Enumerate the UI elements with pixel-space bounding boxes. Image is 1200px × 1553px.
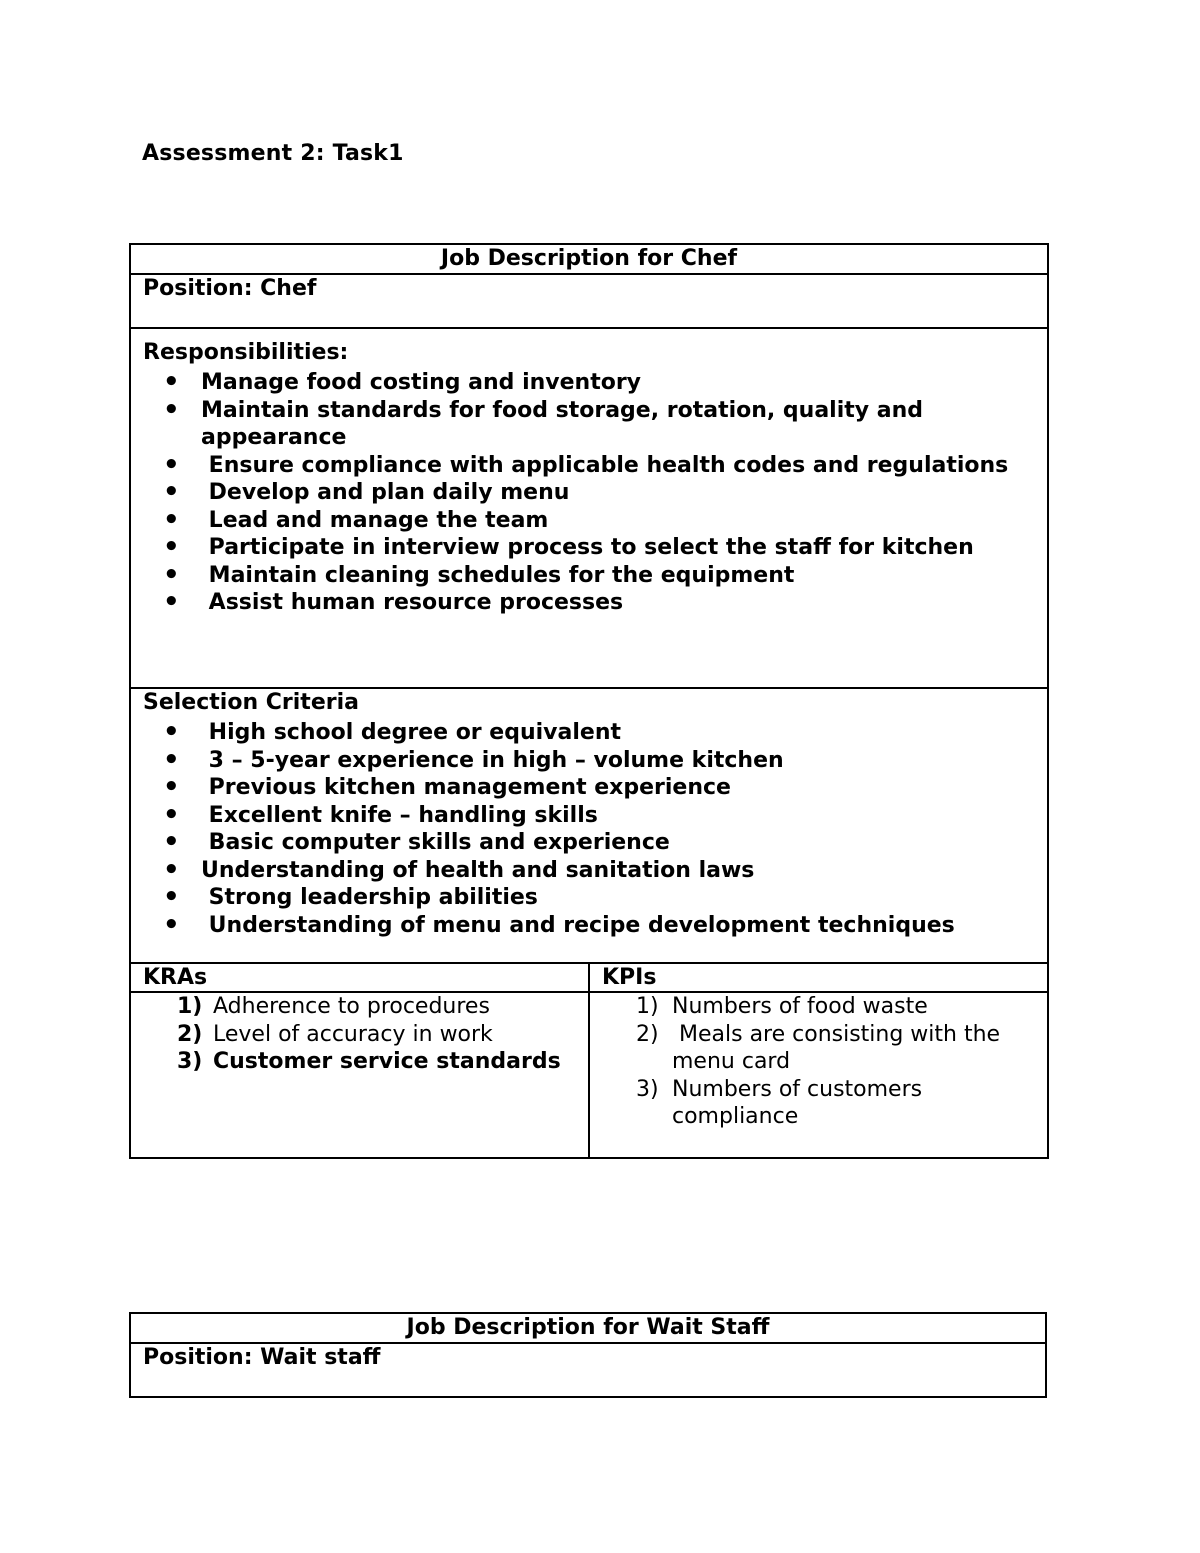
list-item: [177, 1048, 576, 1076]
list-item: • Understanding of health and sanitation laws: [201, 857, 1035, 885]
kpis-list: [602, 993, 1035, 1131]
list-item: • Maintain cleaning schedules for the equipment: [201, 562, 1035, 590]
kpis-header: KPIs: [589, 963, 1048, 993]
chef-position-row: [130, 274, 1048, 328]
list-item: • 3 – 5-year experience in high – volume kitchen: [201, 747, 1035, 775]
item-number: 2): [177, 1021, 203, 1047]
list-item: • Develop and plan daily menu: [201, 479, 1035, 507]
list-item: [636, 1076, 1035, 1131]
list-item: • High school degree or equivalent: [201, 719, 1035, 747]
item-text: Adherence to procedures: [213, 994, 490, 1019]
selection-criteria-list: [143, 719, 1035, 939]
document-title: Assessment 2: Task1: [142, 141, 404, 166]
item-number: 1): [636, 994, 659, 1019]
list-item: • Ensure compliance with applicable health codes and regulations: [201, 452, 1035, 480]
item-text: Level of accuracy in work: [213, 1021, 493, 1047]
list-item: [636, 1021, 1035, 1076]
list-item: [177, 993, 576, 1021]
kras-cell: [130, 992, 589, 1158]
item-number: 2): [636, 1021, 659, 1047]
chef-job-description-table: [129, 243, 1049, 1159]
selection-criteria-label: Selection Criteria: [143, 689, 359, 715]
responsibilities-list: [143, 369, 1035, 617]
chef-kra-kpi-header-row: [130, 963, 1048, 993]
item-text: Numbers of food waste: [672, 994, 928, 1019]
wait-staff-job-description-table: [129, 1312, 1047, 1398]
item-text: Meals are consisting with the menu card: [672, 1021, 1008, 1074]
list-item: • Strong leadership abilities: [201, 884, 1035, 912]
chef-responsibilities-cell: [130, 328, 1048, 688]
kras-header: KRAs: [130, 963, 589, 993]
responsibilities-label: Responsibilities:: [143, 339, 349, 365]
chef-kra-kpi-row: [130, 992, 1048, 1158]
list-item: [177, 1021, 576, 1049]
item-text: Numbers of customers compliance: [672, 1076, 930, 1129]
chef-position: Position: Chef: [130, 274, 1048, 328]
list-item: • Basic computer skills and experience: [201, 829, 1035, 857]
wait-staff-heading-row: [130, 1313, 1046, 1343]
list-item: [636, 993, 1035, 1021]
chef-heading: Job Description for Chef: [130, 244, 1048, 274]
chef-heading-row: [130, 244, 1048, 274]
wait-staff-heading: Job Description for Wait Staff: [130, 1313, 1046, 1343]
list-item: • Maintain standards for food storage, rotation, quality and appearance: [201, 397, 1035, 452]
list-item: • Lead and manage the team: [201, 507, 1035, 535]
item-number: 3): [177, 1049, 203, 1074]
list-item: • Excellent knife – handling skills: [201, 802, 1035, 830]
chef-selection-cell: [130, 688, 1048, 963]
list-item: • Assist human resource processes: [201, 589, 1035, 617]
item-text: Customer service standards: [213, 1049, 561, 1074]
wait-staff-position: Position: Wait staff: [130, 1343, 1046, 1397]
list-item: • Participate in interview process to select the staff for kitchen: [201, 534, 1035, 562]
list-item: • Understanding of menu and recipe development techniques: [201, 912, 1035, 940]
chef-selection-row: [130, 688, 1048, 963]
kpis-cell: [589, 992, 1048, 1158]
list-item: • Previous kitchen management experience: [201, 774, 1035, 802]
chef-responsibilities-row: [130, 328, 1048, 688]
item-number: 1): [177, 994, 203, 1019]
kras-list: [143, 993, 576, 1076]
wait-staff-position-row: [130, 1343, 1046, 1397]
list-item: • Manage food costing and inventory: [201, 369, 1035, 397]
item-number: 3): [636, 1076, 659, 1102]
